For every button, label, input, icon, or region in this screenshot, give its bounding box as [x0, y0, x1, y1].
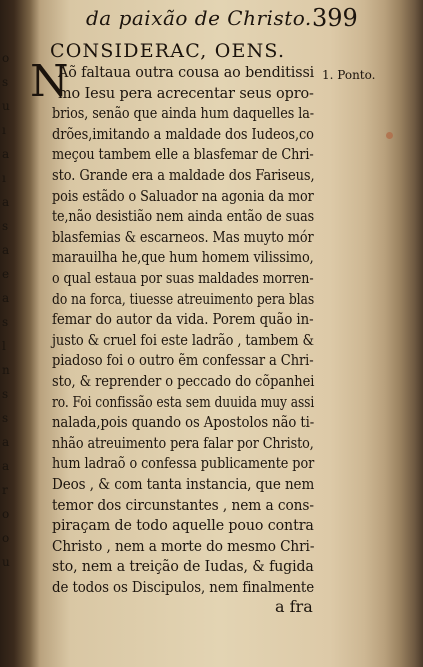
text-line: brios, senão que ainda hum daquelles la- [52, 104, 315, 123]
text-line: de todos os Discipulos, nem finalmente [52, 578, 315, 596]
gutter-glyph: s [2, 315, 9, 329]
gutter-glyph: o [2, 507, 10, 521]
page-header [86, 4, 366, 36]
gutter-glyph: a [2, 243, 10, 257]
text-line: do na forca, tiuesse atreuimento pera blas [52, 289, 315, 308]
text-line: piadoso foi o outro ẽm confessar a Chri- [52, 351, 314, 370]
text-line: nhão atreuimento pera falar por Christo, [52, 433, 314, 452]
gutter-glyph: ı [2, 171, 6, 185]
gutter-glyph: e [2, 267, 10, 281]
text-line: piraçam de todo aquelle pouo contra [52, 516, 314, 535]
text-line: Aõ faltaua outra cousa ao benditissi [58, 63, 315, 81]
text-line: meçou tambem elle a blasfemar de Chri- [52, 145, 314, 164]
text-line: mo Iesu pera acrecentar seus opro- [58, 83, 314, 102]
gutter-glyph: a [2, 459, 10, 473]
text-line: sto. Grande era a maldade dos Fariseus, [52, 166, 315, 184]
catchword: a fra [275, 597, 313, 616]
gutter-glyph: a [2, 195, 10, 209]
text-line: nalada,pois quando os Apostolos não ti- [52, 413, 315, 432]
marginal-note: 1. Ponto. [322, 68, 376, 82]
gutter-glyph: u [2, 99, 10, 113]
text-line: Christo , nem a morte do mesmo Chri- [52, 536, 315, 555]
text-line: temor dos circunstantes , nem a cons- [52, 495, 314, 514]
gutter-glyph: o [2, 51, 10, 65]
text-line: sto, nem a treição de Iudas, & fugida [52, 557, 314, 576]
ink-spot [386, 132, 393, 139]
text-line: Deos , & com tanta instancia, que nem [52, 475, 315, 493]
text-line: sto, & reprender o peccado do cõpanhei [52, 372, 315, 390]
gutter-glyph: n [2, 363, 10, 377]
gutter-glyph: a [2, 435, 10, 449]
gutter-glyph: l [2, 339, 6, 353]
page-number: 399 [312, 4, 358, 32]
text-line: drões,imitando a maldade dos Iudeos,co [52, 124, 314, 143]
text-line: te,não desistião nem ainda então de suas [52, 207, 315, 226]
gutter-glyph: u [2, 555, 10, 569]
gutter-glyph: s [2, 219, 9, 233]
text-line: blasfemias & escarneos. Mas muyto mór [52, 227, 314, 246]
text-line: pois estãdo o Saluador na agonia da mor [52, 186, 314, 205]
text-line: hum ladraõ o confessa publicamente por [52, 454, 315, 473]
gutter-glyph: r [2, 483, 8, 497]
gutter-glyph: s [2, 387, 9, 401]
section-heading: CONSIDERAC, OENS. [50, 40, 286, 62]
gutter-glyph: s [2, 411, 9, 425]
running-head: da paixão de Christo. [86, 6, 312, 30]
text-line: ro. Foi confissão esta sem duuida muy assi [52, 392, 315, 411]
drop-cap: N [30, 56, 69, 107]
gutter-glyph: o [2, 531, 10, 545]
text-line: marauilha he,que hum homem vilissimo, [52, 248, 314, 267]
text-line: justo & cruel foi este ladrão , tambem & [52, 330, 314, 349]
gutter-glyph: a [2, 147, 10, 161]
text-line: o qual estaua por suas maldades morren- [52, 269, 314, 287]
gutter-glyph: ı [2, 123, 6, 137]
text-line: femar do autor da vida. Porem quão in- [52, 310, 314, 329]
gutter-glyph: s [2, 75, 9, 89]
gutter-glyph: a [2, 291, 10, 305]
